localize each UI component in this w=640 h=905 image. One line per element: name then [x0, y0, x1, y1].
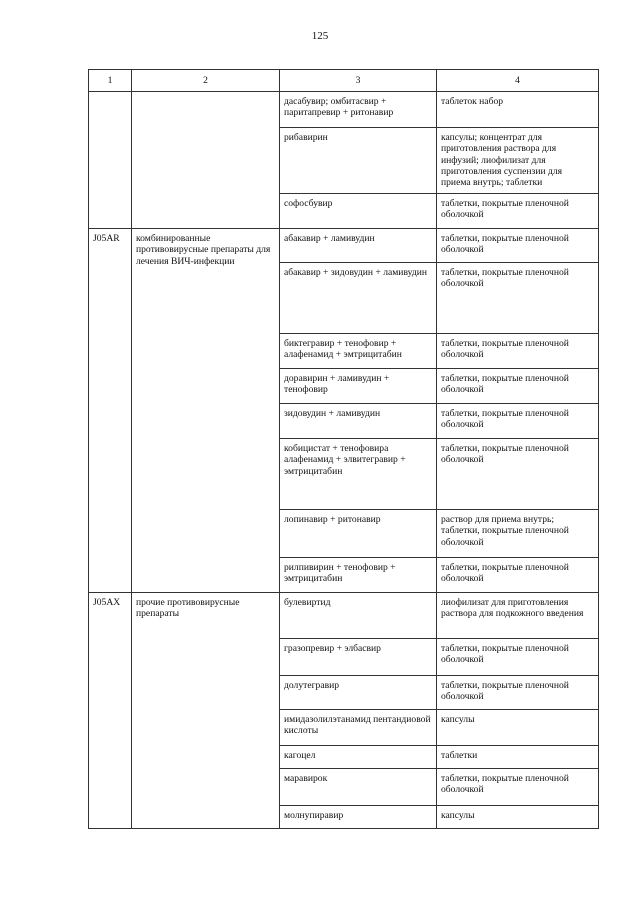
drug-name-cell: кобицистат + тенофовира алафенамид + элвитегравир + эмтрицитабин [280, 439, 437, 510]
drug-name-cell: биктегравир + тенофовир + алафенамид + эмтрицитабин [280, 334, 437, 369]
column-header-4: 4 [437, 70, 599, 92]
drug-name-cell: долутегравир [280, 676, 437, 710]
dosage-form-cell: таблетки, покрытые пленочной оболочкой [437, 639, 599, 676]
dosage-form-cell: капсулы [437, 806, 599, 829]
atc-code-cell [89, 92, 132, 229]
drug-name-cell: лопинавир + ритонавир [280, 510, 437, 558]
table-row [89, 593, 599, 639]
dosage-form-cell: лиофилизат для приготовления раствора для подкожного введения [437, 593, 599, 639]
drug-table [88, 69, 599, 829]
drug-name-cell: молнупиравир [280, 806, 437, 829]
dosage-form-cell: капсулы [437, 710, 599, 746]
atc-code-cell: J05AR [89, 229, 132, 593]
dosage-form-cell: таблетки, покрытые пленочной оболочкой [437, 334, 599, 369]
column-header-1: 1 [89, 70, 132, 92]
dosage-form-cell: таблетки, покрытые пленочной оболочкой [437, 229, 599, 263]
table-row [89, 229, 599, 263]
drug-name-cell: кагоцел [280, 746, 437, 769]
dosage-form-cell: таблетки [437, 746, 599, 769]
dosage-form-cell: таблетки, покрытые пленочной оболочкой [437, 676, 599, 710]
dosage-form-cell: таблетки, покрытые пленочной оболочкой [437, 558, 599, 593]
column-header-3: 3 [280, 70, 437, 92]
dosage-form-cell: таблеток набор [437, 92, 599, 128]
drug-name-cell: абакавир + зидовудин + ламивудин [280, 263, 437, 334]
group-name-cell [132, 92, 280, 229]
drug-name-cell: абакавир + ламивудин [280, 229, 437, 263]
header-row [89, 70, 599, 92]
dosage-form-cell: таблетки, покрытые пленочной оболочкой [437, 769, 599, 806]
dosage-form-cell: капсулы; концентрат для приготовления раствора для инфузий; лиофилизат для приготовления суспензии для приема внутрь; таблетки [437, 128, 599, 194]
dosage-form-cell: таблетки, покрытые пленочной оболочкой [437, 263, 599, 334]
dosage-form-cell: таблетки, покрытые пленочной оболочкой [437, 404, 599, 439]
dosage-form-cell: таблетки, покрытые пленочной оболочкой [437, 439, 599, 510]
dosage-form-cell: раствор для приема внутрь; таблетки, покрытые пленочной оболочкой [437, 510, 599, 558]
dosage-form-cell: таблетки, покрытые пленочной оболочкой [437, 369, 599, 404]
drug-name-cell: имидазолилэтанамид пентандиовой кислоты [280, 710, 437, 746]
group-name-cell: прочие противовирусные препараты [132, 593, 280, 829]
drug-name-cell: рилпивирин + тенофовир + эмтрицитабин [280, 558, 437, 593]
table-row [89, 92, 599, 128]
drug-name-cell: софосбувир [280, 194, 437, 229]
drug-name-cell: доравирин + ламивудин + тенофовир [280, 369, 437, 404]
drug-name-cell: дасабувир; омбитасвир + паритапревир + ритонавир [280, 92, 437, 128]
drug-name-cell: гразопревир + элбасвир [280, 639, 437, 676]
atc-code-cell: J05AX [89, 593, 132, 829]
group-name-cell: комбинированные противовирусные препараты для лечения ВИЧ-инфекции [132, 229, 280, 593]
drug-name-cell: рибавирин [280, 128, 437, 194]
drug-name-cell: маравирок [280, 769, 437, 806]
column-header-2: 2 [132, 70, 280, 92]
dosage-form-cell: таблетки, покрытые пленочной оболочкой [437, 194, 599, 229]
drug-name-cell: булевиртид [280, 593, 437, 639]
page-number: 125 [311, 30, 329, 42]
drug-name-cell: зидовудин + ламивудин [280, 404, 437, 439]
